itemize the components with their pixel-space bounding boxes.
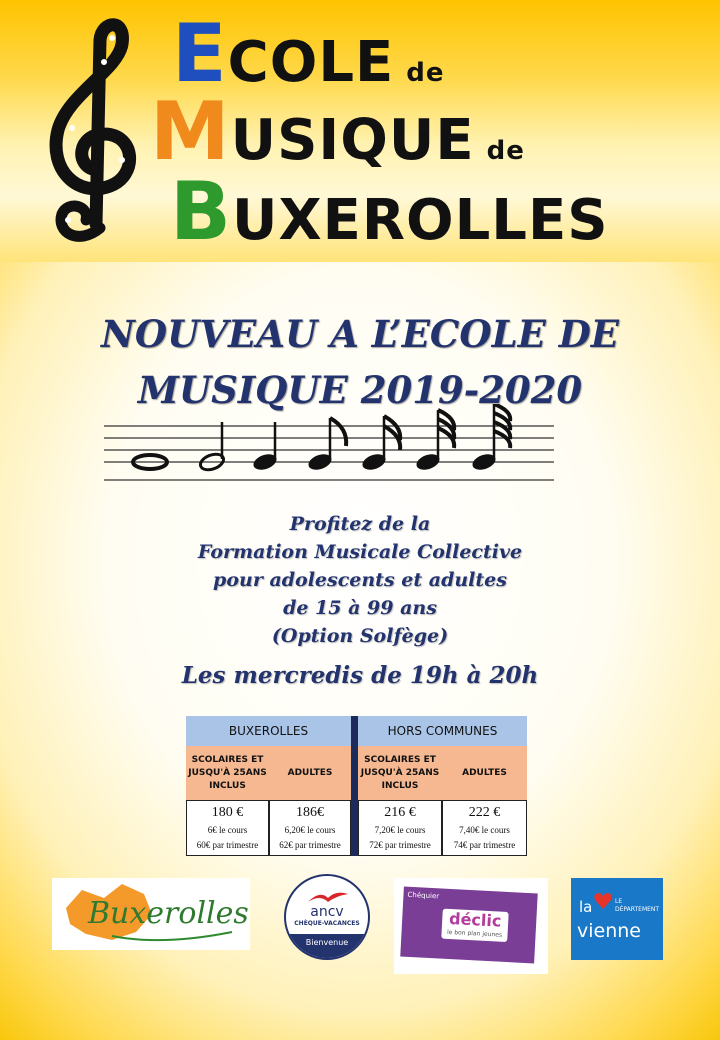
students-label-l3: INCLUS: [381, 780, 419, 791]
subheader-adults-1: ADULTES: [269, 746, 351, 800]
students-label-l1: SCOLAIRES ET: [191, 754, 264, 765]
subheader-students-2: [358, 746, 442, 800]
ancv-footer: Bienvenue: [286, 934, 368, 960]
page-title: [40, 306, 680, 418]
buxerolles-logo: [52, 878, 250, 950]
half-note-icon: [198, 422, 225, 473]
price-cell-buxerolles-students: [186, 800, 269, 856]
title-line-2: MUSIQUE 2019-2020: [137, 368, 583, 412]
table-divider: [351, 716, 358, 856]
students-label-l3: INCLUS: [209, 780, 246, 791]
price-value: 216 €: [384, 805, 416, 820]
header-line-buxerolles: [170, 165, 609, 258]
declic-booklet: [400, 887, 537, 964]
header-word-ecole: COLE: [227, 30, 395, 95]
students-label-l2: JUSQU'À 25ANS: [360, 767, 440, 778]
price-per-term: 72€ par trimestre: [369, 840, 431, 850]
header-line-musique: [150, 85, 525, 178]
price-per-class: 7,20€ le cours: [374, 825, 426, 835]
ancv-sub: CHÈQUE-VACANCES: [294, 920, 360, 927]
header-word-musique: USIQUE: [230, 108, 475, 173]
ancv-brand: ancv: [310, 904, 344, 920]
promo-line-5: (Option Solfège): [271, 625, 449, 647]
thirty-second-note-icon: [414, 410, 454, 473]
students-label-l2: JUSQU'À 25ANS: [188, 767, 267, 778]
price-per-class: 7,40€ le cours: [459, 825, 510, 835]
price-per-term: 74€ par trimestre: [453, 840, 516, 850]
buxerolles-logo-text: Buxerolles: [88, 896, 249, 931]
price-per-term: 62€ par trimestre: [279, 840, 341, 850]
price-per-class: 6,20€ le cours: [284, 825, 336, 835]
ancv-logo: [284, 874, 370, 960]
declic-tagline: le bon plan jeunes: [446, 928, 503, 939]
price-per-class: 6€ le cours: [207, 825, 248, 835]
promo-text: [100, 510, 620, 650]
header-cap-m: M: [150, 85, 231, 178]
bird-icon: [308, 890, 348, 904]
subheader-students-1: [186, 746, 269, 800]
header-de-1: de: [406, 58, 445, 88]
header-banner: [0, 0, 720, 262]
promo-line-1: Profitez de la: [289, 513, 431, 535]
header-cap-e: E: [172, 7, 228, 100]
promo-line-2: Formation Musicale Collective: [197, 541, 523, 563]
declic-header: Chéquier: [407, 890, 440, 901]
price-cell-buxerolles-adults: [269, 800, 351, 856]
header-cap-b: B: [170, 165, 232, 258]
price-value: 186€: [296, 805, 324, 820]
price-cell-hors-adults: [442, 800, 527, 856]
price-cell-hors-students: [358, 800, 442, 856]
vienne-name: vienne: [577, 920, 641, 942]
subheader-adults-2: ADULTES: [442, 746, 527, 800]
group-header-buxerolles: BUXEROLLES: [186, 716, 351, 746]
price-per-term: 60€ par trimestre: [196, 840, 259, 850]
vienne-dept: LE DÉPARTEMENT: [615, 898, 660, 913]
students-label-l1: SCOLAIRES ET: [364, 754, 436, 765]
treble-clef-icon: [38, 10, 150, 248]
music-staff-notes: [104, 404, 554, 486]
header-de-2: de: [486, 136, 525, 166]
header-line-ecole: [172, 7, 445, 100]
declic-label-box: [441, 909, 508, 942]
ancv-badge: [284, 874, 370, 960]
vienne-logo: [571, 878, 663, 960]
promo-line-4: de 15 à 99 ans: [283, 597, 437, 619]
price-value: 222 €: [468, 805, 501, 820]
price-value: 180 €: [211, 805, 244, 820]
declic-brand: déclic: [448, 908, 502, 931]
sixteenth-note-icon: [360, 416, 400, 473]
promo-line-3: pour adolescents et adultes: [213, 569, 507, 591]
vienne-la: la: [579, 898, 593, 916]
declic-logo: [394, 878, 548, 974]
quarter-note-icon: [251, 422, 278, 473]
title-line-1: NOUVEAU A L’ECOLE DE: [101, 312, 619, 356]
group-header-hors-communes: HORS COMMUNES: [358, 716, 527, 746]
schedule-text: Les mercredis de 19h à 20h: [181, 662, 539, 689]
heart-icon: [593, 892, 613, 910]
header-word-buxerolles: UXEROLLES: [231, 188, 609, 253]
